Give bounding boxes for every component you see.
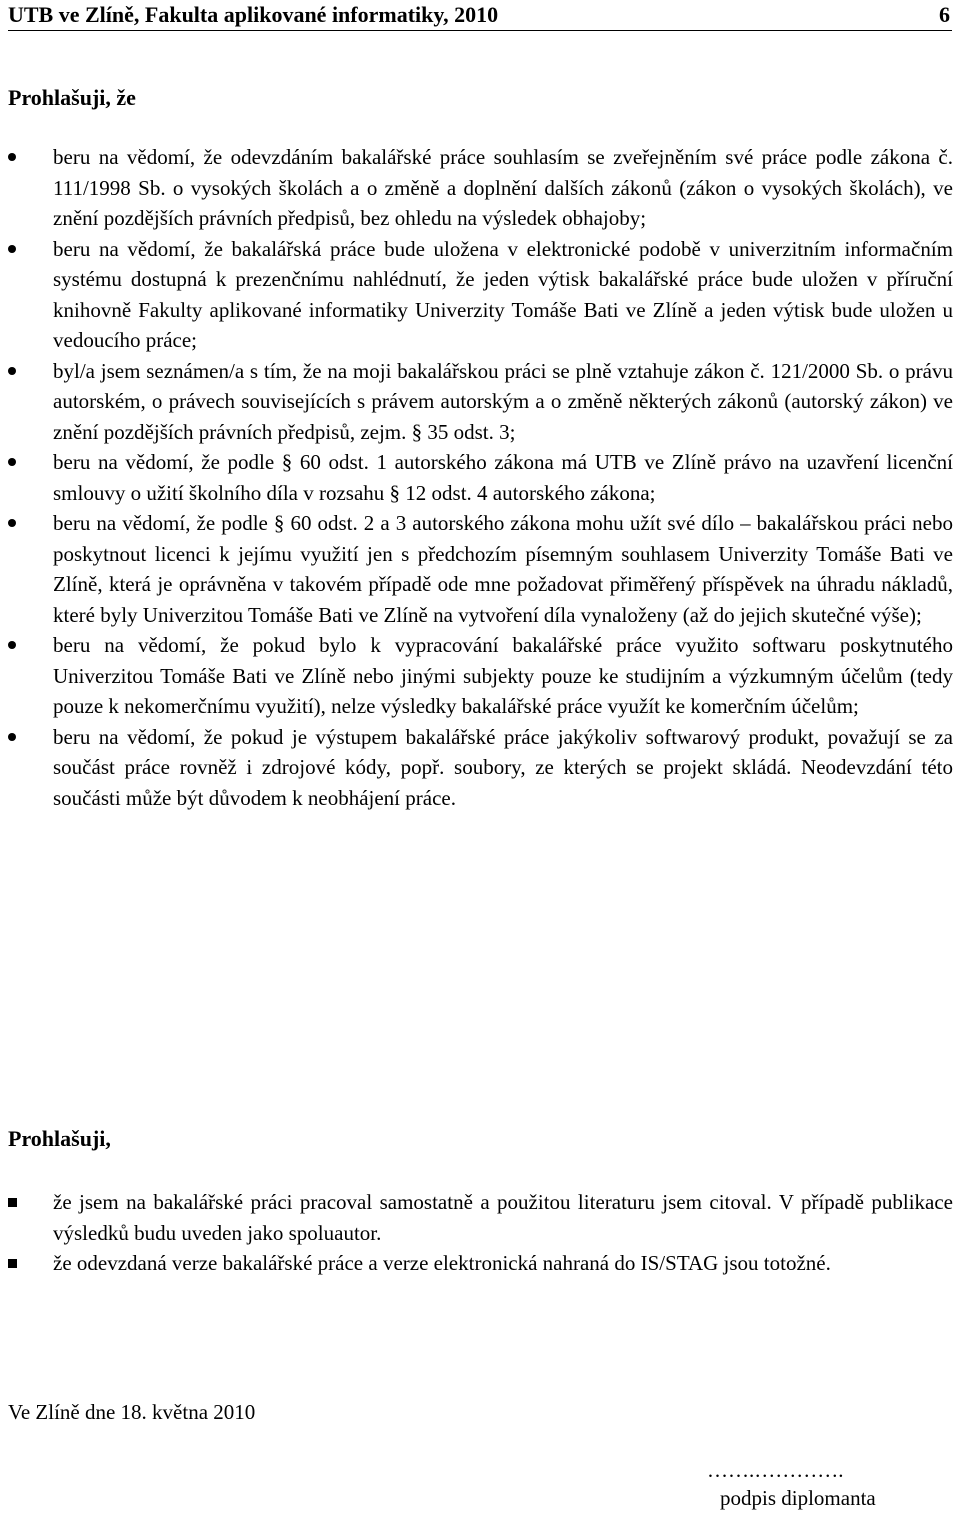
bullet-icon xyxy=(8,458,16,466)
list-item xyxy=(0,1187,953,1248)
page-header xyxy=(8,0,952,31)
list-item-text: beru na vědomí, že podle § 60 odst. 1 autorského zákona má UTB ve Zlíně právo na uzavření licenční smlouvy o užití školního díla v rozsahu § 12 odst. 4 autorského zákona; xyxy=(53,450,953,505)
list-item-text: že odevzdaná verze bakalářské práce a verze elektronická nahraná do IS/STAG jsou totožné. xyxy=(53,1251,831,1275)
section1-heading: Prohlašuji, že xyxy=(8,85,136,110)
bullet-icon xyxy=(8,733,16,741)
bullet-icon xyxy=(8,519,16,527)
bullet-icon xyxy=(8,245,16,253)
list-item-text: že jsem na bakalářské práci pracoval samostatně a použitou literaturu jsem citoval. V případě publikace výsledků budu uveden jako spoluautor. xyxy=(53,1190,953,1245)
list-item xyxy=(0,447,953,508)
list-item xyxy=(0,630,953,722)
header-title: UTB ve Zlíně, Fakulta aplikované informatiky, 2010 xyxy=(8,2,499,27)
bullet-icon xyxy=(8,641,16,649)
list-item xyxy=(0,1248,953,1279)
list-item-text: byl/a jsem seznámen/a s tím, že na moji bakalářskou práci se plně vztahuje zákon č. 121/2000 Sb. o právu autorském, o právech souvisejících s právem autorským a o změně některých zákonů (autorský zákon) ve znění pozdějších právních předpisů, zejm. § 35 odst. 3; xyxy=(53,358,953,444)
section2-heading: Prohlašuji, xyxy=(8,1126,111,1151)
list-item xyxy=(0,722,953,814)
bullet-icon xyxy=(8,367,16,375)
list-item-text: beru na vědomí, že pokud bylo k vypracování bakalářské práce využito softwaru poskytnutého Univerzitou Tomáše Bati ve Zlíně nebo jinými subjekty pouze ke studijním a výzkumným účelům (tedy pouze k nekomerčnímu využití), nelze výsledky bakalářské práce využít ke komerčním účelům; xyxy=(53,633,953,718)
list-item xyxy=(0,508,953,630)
signature-label: podpis diplomanta xyxy=(720,1486,876,1510)
list-item xyxy=(0,234,953,356)
list-item-text: beru na vědomí, že pokud je výstupem bakalářské práce jakýkoliv softwarový produkt, považují se za součást práce rovněž i zdrojové kódy, popř. soubory, ze kterých se projekt skládá. Neodevzdání této součásti může být důvodem k neobhájení práce. xyxy=(53,724,953,810)
list-item-text: beru na vědomí, že podle § 60 odst. 2 a 3 autorského zákona mohu užít své dílo – bakalářskou práci nebo poskytnout licenci k jejímu využití jen s předchozím písemným souhlasem Univerzity Tomáše Bati ve Zlíně, která je oprávněna v takovém případě ode mne požadovat přiměřený příspěvek na úhradu nákladů, které byly Univerzitou Tomáše Bati ve Zlíně na vytvoření díla vynaloženy (až do jejich skutečné výše); xyxy=(53,511,953,627)
bullet-icon xyxy=(8,153,16,161)
list-item xyxy=(0,142,953,234)
declaration-list-2 xyxy=(0,1187,960,1279)
place-date: Ve Zlíně dne 18. května 2010 xyxy=(8,1400,256,1424)
page-number: 6 xyxy=(939,2,950,27)
list-item xyxy=(0,356,953,448)
square-bullet-icon xyxy=(8,1198,17,1207)
square-bullet-icon xyxy=(8,1259,17,1268)
declaration-list xyxy=(0,142,960,813)
signature-line: …….…………. xyxy=(707,1458,844,1482)
list-item-text: beru na vědomí, že bakalářská práce bude uložena v elektronické podobě v univerzitním informačním systému dostupná k prezenčnímu nahlédnutí, že jeden výtisk bakalářské práce bude uložen v příruční knihovně Fakulty aplikované informatiky Univerzity Tomáše Bati ve Zlíně a jeden výtisk bude uložen u vedoucího práce; xyxy=(53,236,953,352)
list-item-text: beru na vědomí, že odevzdáním bakalářské práce souhlasím se zveřejněním své práce podle zákona č. 111/1998 Sb. o vysokých školách a o změně a doplnění dalších zákonů (zákon o vysokých školách), ve znění pozdějších právních předpisů, bez ohledu na výsledek obhajoby; xyxy=(53,145,953,230)
